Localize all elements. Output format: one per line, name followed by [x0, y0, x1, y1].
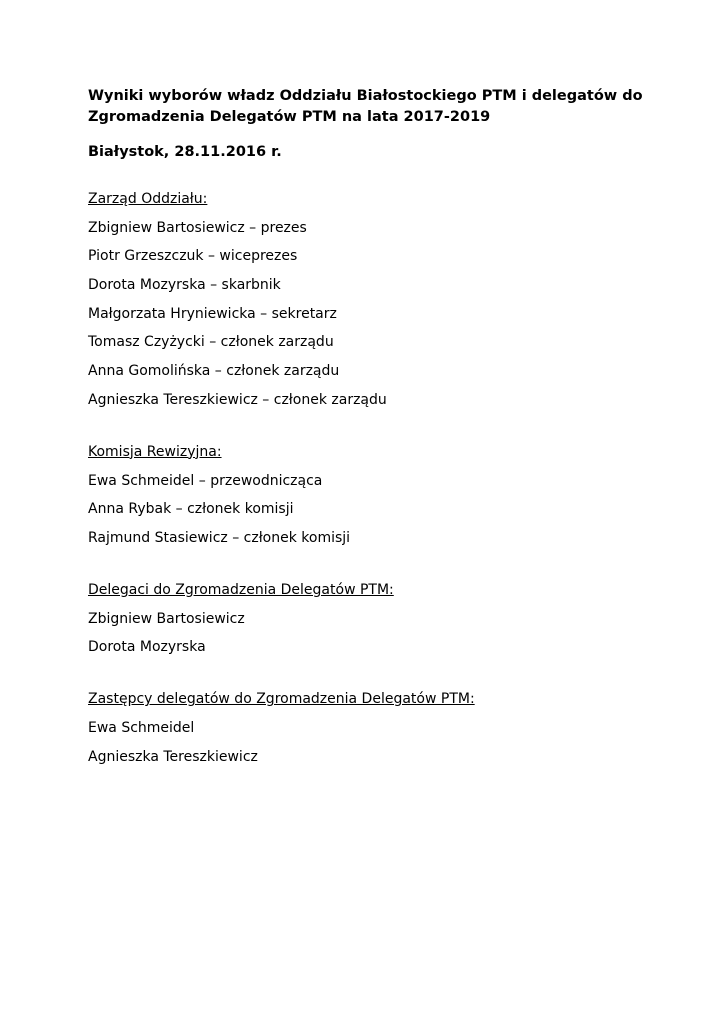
section-heading: Komisja Rewizyjna:: [88, 443, 222, 460]
document-page: [88, 86, 648, 768]
section-heading: Delegaci do Zgromadzenia Delegatów PTM:: [88, 581, 394, 598]
list-item: Anna Rybak – członek komisji: [88, 501, 294, 518]
list-item: Ewa Schmeidel – przewodnicząca: [88, 472, 323, 489]
section-heading: Zarząd Oddziału:: [88, 191, 208, 207]
document-title-line-2: Zgromadzenia Delegatów PTM na lata 2017-2019: [88, 109, 491, 125]
document-date: Białystok, 28.11.2016 r.: [88, 144, 282, 160]
list-item: Zbigniew Bartosiewicz: [88, 610, 245, 627]
section-zastepcy-delegatow: [88, 689, 648, 767]
list-item: Tomasz Czyżycki – członek zarządu: [88, 334, 334, 351]
list-item: Agnieszka Tereszkiewicz – członek zarządu: [88, 391, 387, 408]
section-delegaci: [88, 580, 648, 658]
list-item: Dorota Mozyrska – skarbnik: [88, 277, 281, 294]
document-title-line-1: Wyniki wyborów władz Oddziału Białostockiego PTM i delegatów do: [88, 88, 643, 104]
list-item: Dorota Mozyrska: [88, 639, 206, 656]
list-item: Agnieszka Tereszkiewicz: [88, 748, 258, 765]
document-header: [88, 86, 648, 163]
list-item: Małgorzata Hryniewicka – sekretarz: [88, 305, 337, 322]
section-heading: Zastępcy delegatów do Zgromadzenia Delegatów PTM:: [88, 691, 475, 708]
list-item: Zbigniew Bartosiewicz – prezes: [88, 219, 307, 236]
list-item: Ewa Schmeidel: [88, 719, 195, 736]
list-item: Anna Gomolińska – członek zarządu: [88, 363, 340, 380]
section-komisja-rewizyjna: [88, 442, 648, 549]
list-item: Rajmund Stasiewicz – członek komisji: [88, 529, 351, 546]
section-zarzad-oddzialu: [88, 189, 648, 411]
list-item: Piotr Grzeszczuk – wiceprezes: [88, 248, 298, 265]
